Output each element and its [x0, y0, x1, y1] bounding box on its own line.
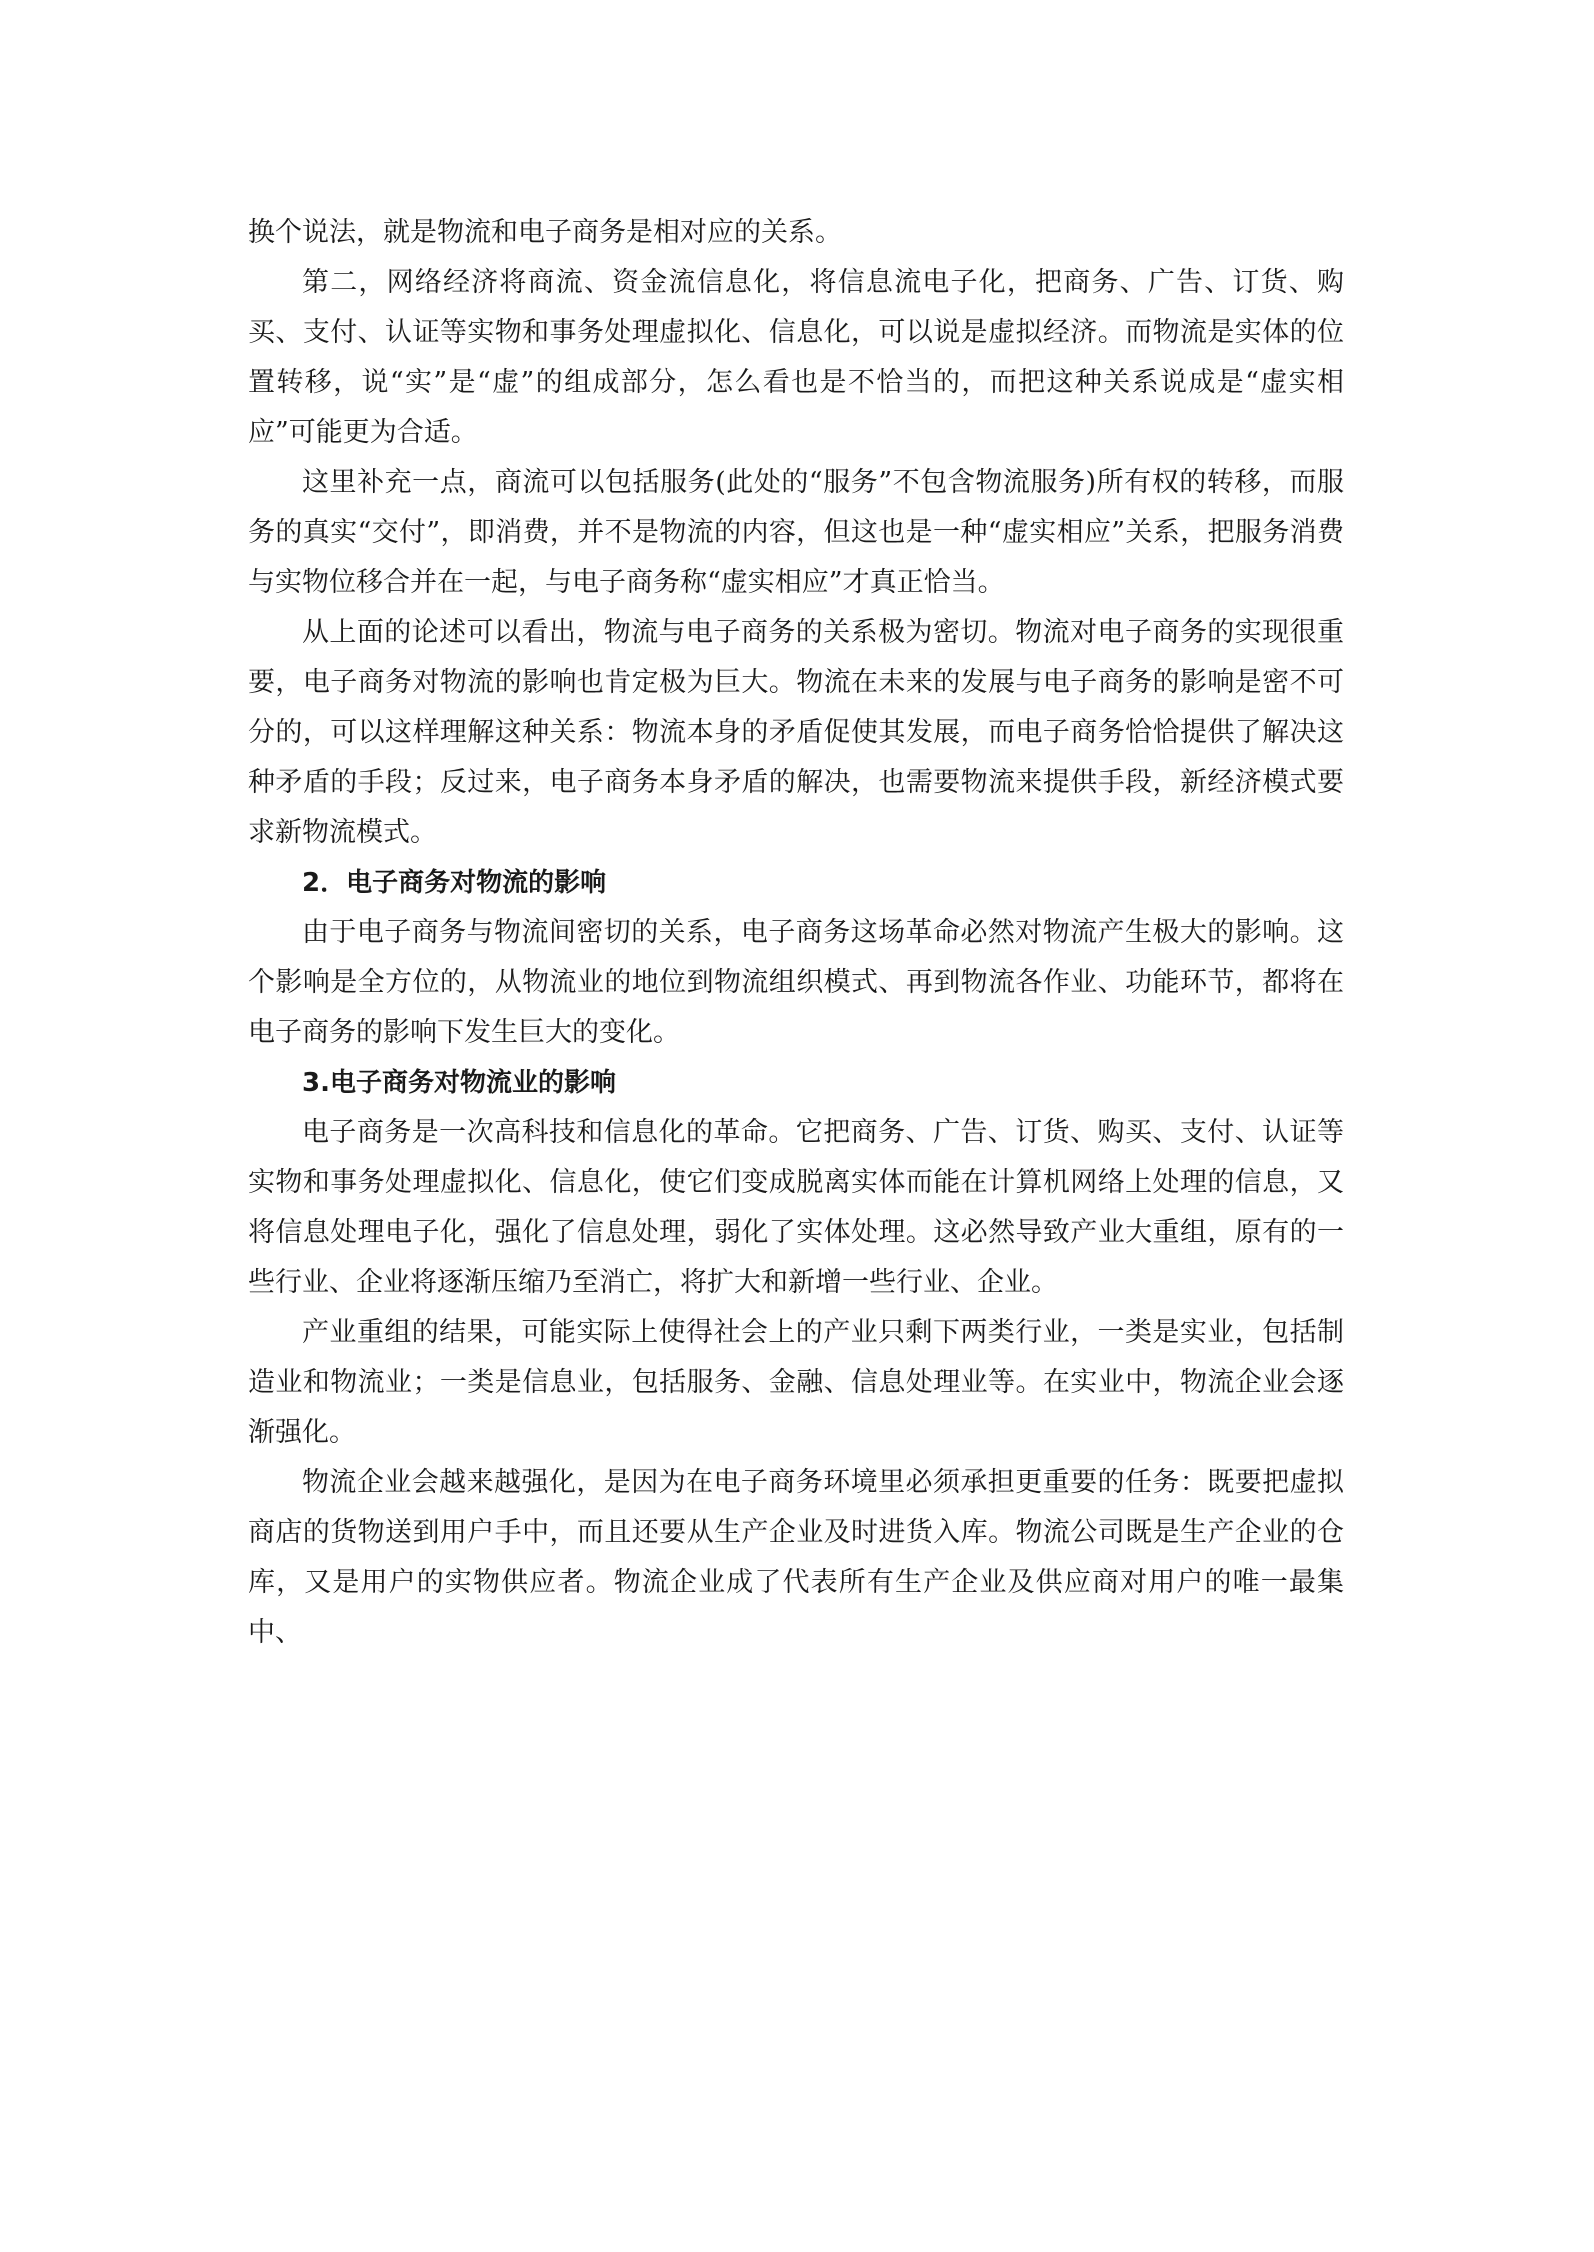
- paragraph-continuation: 换个说法，就是物流和电子商务是相对应的关系。: [248, 217, 842, 248]
- paragraph-revolution: 电子商务是一次高科技和信息化的革命。它把商务、广告、订货、购买、支付、认证等实物和事务处理虚拟化、信息化，使它们变成脱离实体而能在计算机网络上处理的信息，又将信息处理电子化，强化了信息处理，弱化了实体处理。这必然导致产业大重组，原有的一些行业、企业将逐渐压缩乃至消亡，将扩大和新增一些行业、企业。: [248, 1117, 1344, 1298]
- paragraph-virtual-economy: 第二，网络经济将商流、资金流信息化，将信息流电子化，把商务、广告、订货、购买、支付、认证等实物和事务处理虚拟化、信息化，可以说是虚拟经济。而物流是实体的位置转移，说“实”是“虚”的组成部分，怎么看也是不恰当的，而把这种关系说成是“虚实相应”可能更为合适。: [248, 267, 1344, 448]
- paragraph-logistics-strengthen: 物流企业会越来越强化，是因为在电子商务环境里必须承担更重要的任务：既要把虚拟商店的货物送到用户手中，而且还要从生产企业及时进货入库。物流公司既是生产企业的仓库，又是用户的实物供应者。物流企业成了代表所有生产企业及供应商对用户的唯一最集中、: [248, 1467, 1344, 1648]
- document-body: [248, 208, 1344, 1658]
- paragraph-service-supplement: 这里补充一点，商流可以包括服务(此处的“服务”不包含物流服务)所有权的转移，而服务的真实“交付”，即消费，并不是物流的内容，但这也是一种“虚实相应”关系，把服务消费与实物位移合并在一起，与电子商务称“虚实相应”才真正恰当。: [248, 467, 1344, 598]
- paragraph-relationship-summary: 从上面的论述可以看出，物流与电子商务的关系极为密切。物流对电子商务的实现很重要，电子商务对物流的影响也肯定极为巨大。物流在未来的发展与电子商务的影响是密不可分的，可以这样理解这种关系：物流本身的矛盾促使其发展，而电子商务恰恰提供了解决这种矛盾的手段；反过来，电子商务本身矛盾的解决，也需要物流来提供手段，新经济模式要求新物流模式。: [248, 617, 1344, 848]
- section-heading-2: 2．电子商务对物流的影响: [302, 868, 607, 898]
- paragraph-industry-restructure: 产业重组的结果，可能实际上使得社会上的产业只剩下两类行业，一类是实业，包括制造业和物流业；一类是信息业，包括服务、金融、信息处理业等。在实业中，物流企业会逐渐强化。: [248, 1317, 1344, 1448]
- paragraph-impact-overview: 由于电子商务与物流间密切的关系，电子商务这场革命必然对物流产生极大的影响。这个影响是全方位的，从物流业的地位到物流组织模式、再到物流各作业、功能环节，都将在电子商务的影响下发生巨大的变化。: [248, 917, 1344, 1048]
- section-heading-3: 3.电子商务对物流业的影响: [302, 1068, 616, 1098]
